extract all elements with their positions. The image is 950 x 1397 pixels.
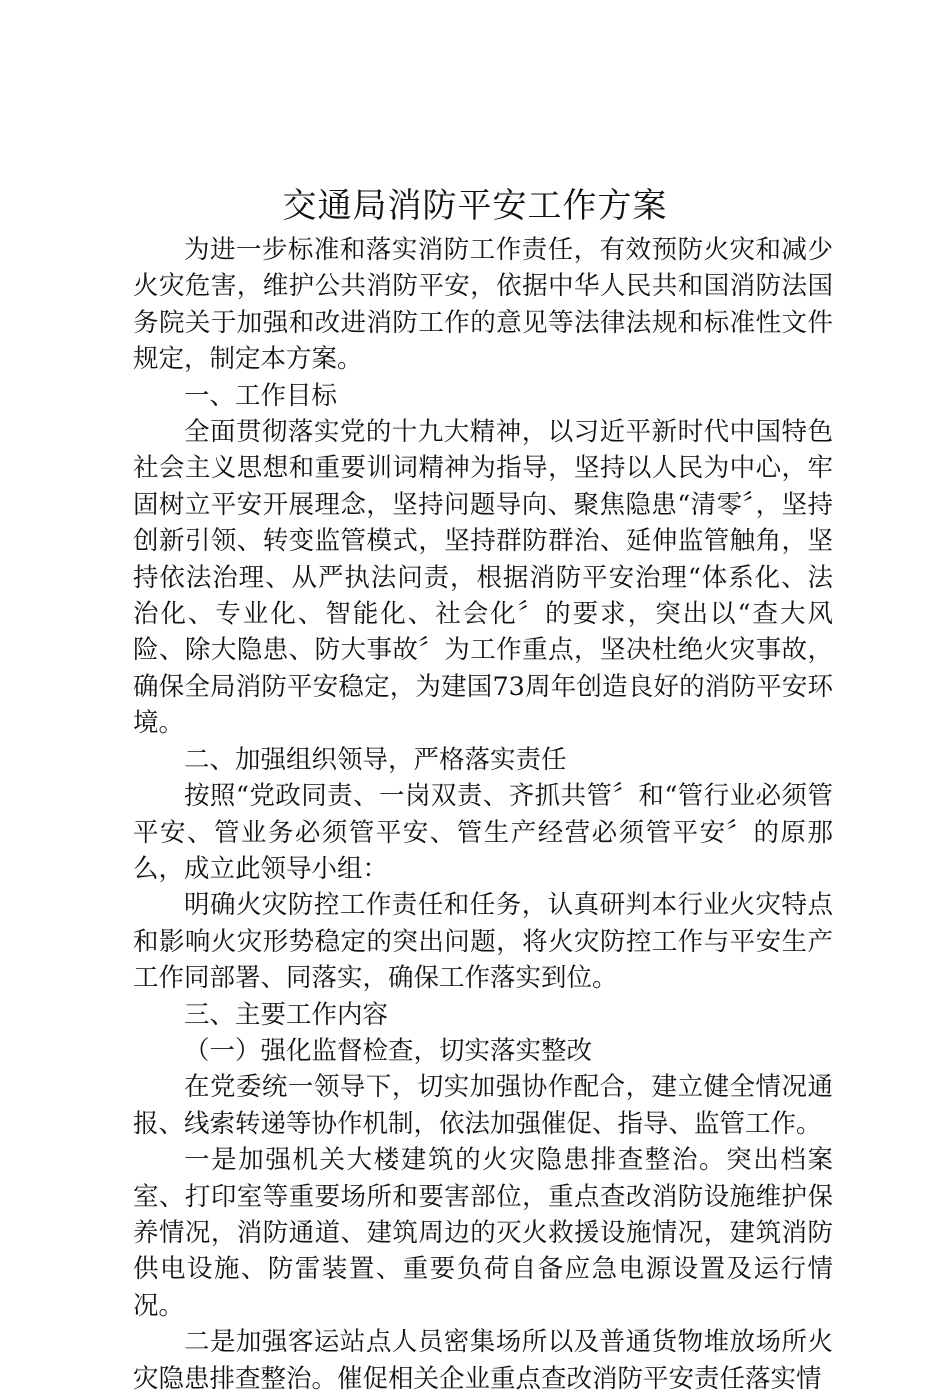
intro-paragraph: 为进一步标准和落实消防工作责任，有效预防火灾和减少火灾危害，维护公共消防平安，依据中华人民共和国消防法国务院关于加强和改进消防工作的意见等法律法规和标准性文件规定，制定本方案。 [133,235,833,375]
goals-paragraph: 全面贯彻落实党的十九大精神，以习近平新时代中国特色社会主义思想和重要训词精神为指导，坚持以人民为中心，牢固树立平安开展理念，坚持问题导向、聚焦隐患“清零〞，坚持创新引领、转变监管模式，坚持群防群治、延伸监管触角，坚持依法治理、从严执法问责，根据消防平安治理“体系化、法治化、专业化、智能化、社会化〞的要求，突出以“查大风险、除大隐患、防大事故〞为工作重点，坚决杜绝火灾事故，确保全局消防平安稳定，为建国73周年创造良好的消防平安环境。 [133,417,833,739]
leadership-paragraph: 按照“党政同责、一岗双责、齐抓共管〞和“管行业必须管平安、管业务必须管平安、管生产经营必须管平安〞的原那么，成立此领导小组： [133,781,833,884]
section-heading-content: 三、主要工作内容 [184,999,389,1030]
section-heading-goals: 一、工作目标 [184,380,338,411]
document-body [133,232,833,1397]
document-title: 交通局消防平安工作方案 [282,186,668,226]
item-two-paragraph: 二是加强客运站点人员密集场所以及普通货物堆放场所火灾隐患排查整治。催促相关企业重点查改消防平安责任落实情 [133,1327,833,1394]
coordination-paragraph: 在党委统一领导下，切实加强协作配合，建立健全情况通报、线索转递等协作机制，依法加强催促、指导、监管工作。 [133,1072,833,1139]
item-one-paragraph: 一是加强机关大楼建筑的火灾隐患排查整治。突出档案室、打印室等重要场所和要害部位，重点查改消防设施维护保养情况，消防通道、建筑周边的灭火救援设施情况，建筑消防供电设施、防雷装置、重要负荷自备应急电源设置及运行情况。 [133,1145,833,1321]
responsibility-paragraph: 明确火灾防控工作责任和任务，认真研判本行业火灾特点和影响火灾形势稳定的突出问题，将火灾防控工作与平安生产工作同部署、同落实，确保工作落实到位。 [133,890,833,994]
subsection-heading-inspection: （一）强化监督检查，切实落实整改 [184,1035,593,1066]
section-heading-leadership: 二、加强组织领导，严格落实责任 [184,744,567,775]
